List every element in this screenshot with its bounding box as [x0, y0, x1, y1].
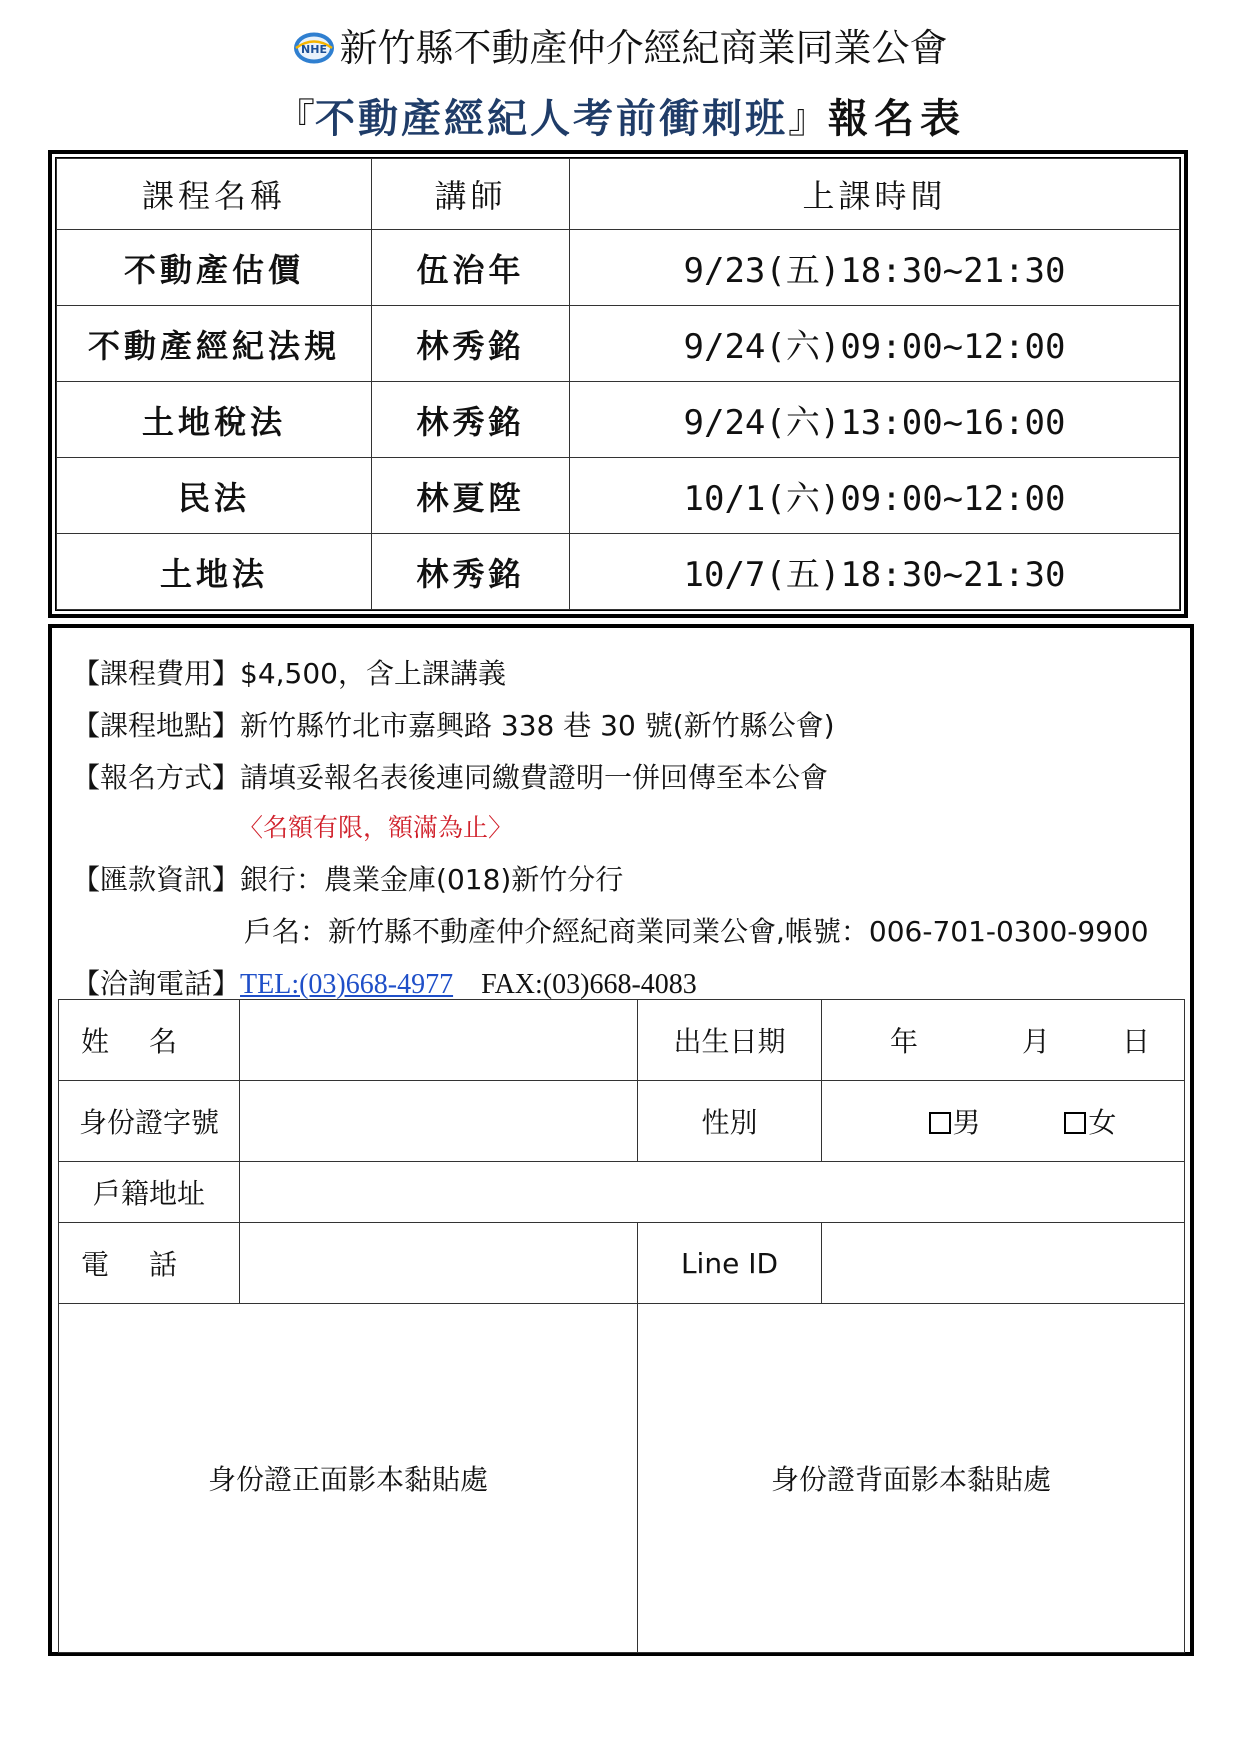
course-name: 土地稅法: [57, 382, 372, 458]
course-row: [57, 230, 1180, 306]
header-time: 上課時間: [570, 159, 1180, 230]
id-number-field[interactable]: [240, 1081, 638, 1162]
course-teacher: 林夏陞: [372, 458, 570, 534]
id-number-label: 身份證字號: [59, 1081, 240, 1162]
course-name: 土地法: [57, 534, 372, 610]
organization-name: 新竹縣不動產仲介經紀商業同業公會: [339, 26, 948, 70]
course-name: 民法: [57, 458, 372, 534]
method-value: 請填妥報名表後連同繳費證明一併回傳至本公會: [240, 761, 829, 794]
course-name: 不動產估價: [57, 230, 372, 306]
birth-date-label: 出生日期: [638, 1000, 822, 1081]
course-row: [57, 458, 1180, 534]
course-time: 9/24(六)13:00~16:00: [570, 382, 1180, 458]
tel-link[interactable]: TEL:(03)668-4977: [240, 969, 454, 1000]
fee-line: [72, 654, 506, 695]
account-line: [244, 912, 1149, 953]
svg-text:NHE: NHE: [301, 43, 328, 56]
course-program-name: 不動產經紀人考前衝刺班: [315, 95, 788, 142]
location-label: 【課程地點】: [72, 709, 241, 742]
month-label: 月: [1022, 1025, 1051, 1058]
form-title-suffix: 報名表: [828, 95, 966, 142]
remit-account: 戶名：新竹縣不動產仲介經紀商業同業公會,帳號：006-701-0300-9900: [244, 915, 1149, 948]
limit-note-line: [238, 808, 513, 848]
contact-label: 【洽詢電話】: [72, 967, 241, 1000]
birth-date-field[interactable]: [822, 1000, 1185, 1081]
id-front-paste-area: 身份證正面影本黏貼處: [59, 1304, 638, 1653]
id-copy-row: [59, 1304, 1185, 1653]
fax-number: FAX:(03)668-4083: [481, 969, 697, 1000]
course-table: [56, 158, 1180, 610]
phone-label: 電話: [59, 1223, 240, 1304]
name-field[interactable]: [240, 1000, 638, 1081]
remit-label: 【匯款資訊】: [72, 863, 241, 896]
course-teacher: 林秀銘: [372, 534, 570, 610]
line-id-field[interactable]: [822, 1223, 1185, 1304]
name-row: [59, 1000, 1185, 1081]
course-time: 10/7(五)18:30~21:30: [570, 534, 1180, 610]
course-time: 10/1(六)09:00~12:00: [570, 458, 1180, 534]
course-teacher: 林秀銘: [372, 306, 570, 382]
course-row: [57, 382, 1180, 458]
course-teacher: 林秀銘: [372, 382, 570, 458]
course-row: [57, 306, 1180, 382]
course-time: 9/24(六)09:00~12:00: [570, 306, 1180, 382]
location-line: [72, 706, 835, 747]
remit-line: [72, 860, 623, 901]
fee-label: 【課程費用】: [72, 657, 241, 690]
line-id-label: Line ID: [638, 1223, 822, 1304]
id-back-paste-area: 身份證背面影本黏貼處: [638, 1304, 1185, 1653]
course-row: [57, 534, 1180, 610]
course-name: 不動產經紀法規: [57, 306, 372, 382]
header-course-name: 課程名稱: [57, 159, 372, 230]
remit-bank: 銀行：農業金庫(018)新竹分行: [240, 863, 624, 896]
male-checkbox[interactable]: [929, 1112, 951, 1134]
address-field[interactable]: [240, 1162, 1185, 1223]
fee-value: $4,500，含上課講義: [240, 657, 506, 690]
applicant-info-table: [58, 999, 1185, 1653]
limit-note: 〈名額有限，額滿為止〉: [238, 813, 514, 842]
year-label: 年: [890, 1025, 919, 1058]
course-table-header: [57, 159, 1180, 230]
gender-male-option[interactable]: 男: [929, 1106, 981, 1139]
header-teacher: 講師: [372, 159, 570, 230]
name-label: 姓名: [59, 1000, 240, 1081]
method-label: 【報名方式】: [72, 761, 241, 794]
phone-row: [59, 1223, 1185, 1304]
gender-female-option[interactable]: 女: [1064, 1106, 1116, 1139]
method-line: [72, 758, 828, 799]
address-label: 戶籍地址: [59, 1162, 240, 1223]
female-checkbox[interactable]: [1064, 1112, 1086, 1134]
gender-options: [822, 1081, 1185, 1162]
association-logo-icon: [293, 31, 335, 65]
form-title: 『不動產經紀人考前衝刺班』報名表: [275, 95, 966, 142]
registration-form: [48, 624, 1194, 1656]
phone-field[interactable]: [240, 1223, 638, 1304]
id-row: [59, 1081, 1185, 1162]
gender-label: 性別: [638, 1081, 822, 1162]
address-row: [59, 1162, 1185, 1223]
day-label: 日: [1122, 1025, 1151, 1058]
location-value: 新竹縣竹北市嘉興路 338 巷 30 號(新竹縣公會): [240, 709, 835, 742]
organization-title: [0, 22, 1241, 74]
course-teacher: 伍治年: [372, 230, 570, 306]
course-schedule-table: [48, 150, 1188, 618]
course-time: 9/23(五)18:30~21:30: [570, 230, 1180, 306]
